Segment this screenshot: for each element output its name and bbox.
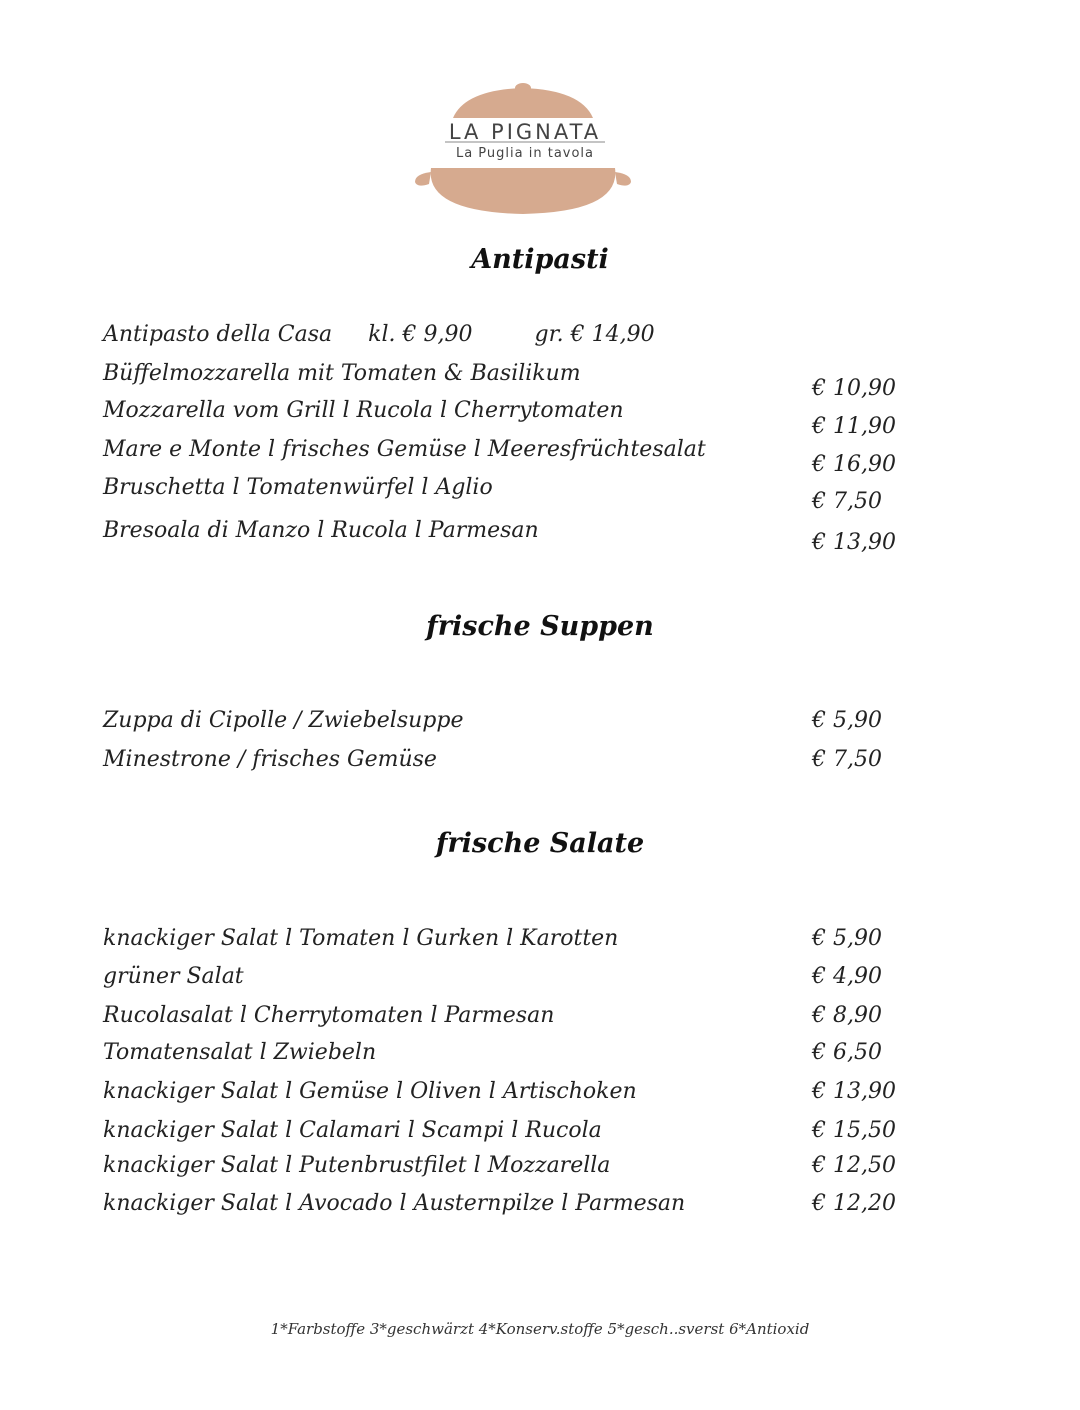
menu-item-price: € 12,20 — [812, 1191, 896, 1216]
logo-subtitle: La Puglia in tavola — [455, 146, 595, 161]
menu-item-label: Zuppa di Cipolle / Zwiebelsuppe — [103, 708, 464, 733]
menu-item-label: Antipasto della Casa — [103, 322, 333, 347]
menu-item — [103, 322, 655, 347]
menu-item-price: € 11,90 — [812, 414, 896, 439]
menu-item-price: € 10,90 — [812, 376, 896, 401]
menu-item-label: Minestrone / frisches Gemüse — [103, 747, 437, 772]
menu-item-price: € 13,90 — [812, 1079, 896, 1104]
menu-item-price: € 8,90 — [812, 1003, 882, 1028]
additives-footnote: 1*Farbstoffe 3*geschwärzt 4*Konserv.stoffe 5*gesch..sverst 6*Antioxid — [270, 1320, 810, 1338]
menu-item-label: knackiger Salat l Gemüse l Oliven l Artischoken — [103, 1079, 637, 1104]
menu-item-label: knackiger Salat l Tomaten l Gurken l Karotten — [103, 926, 619, 951]
section-heading-antipasti: Antipasti — [471, 244, 609, 275]
menu-item-price: € 13,90 — [812, 530, 896, 555]
menu-item-label: Büffelmozzarella mit Tomaten & Basilikum — [103, 361, 581, 386]
menu-item-price: € 16,90 — [812, 452, 896, 477]
menu-item-label: knackiger Salat l Putenbrustfilet l Mozzarella — [103, 1153, 611, 1178]
section-heading-suppen: frische Suppen — [426, 611, 654, 642]
menu-item-label: Bresoala di Manzo l Rucola l Parmesan — [103, 518, 539, 543]
menu-item-label: knackiger Salat l Calamari l Scampi l Rucola — [103, 1118, 602, 1143]
section-heading-salate: frische Salate — [435, 828, 645, 859]
restaurant-logo — [405, 80, 655, 220]
menu-item-label: Tomatensalat l Zwiebeln — [103, 1040, 377, 1065]
price-large: gr. € 14,90 — [534, 322, 655, 347]
menu-item-price: € 15,50 — [812, 1118, 896, 1143]
menu-item-label: knackiger Salat l Avocado l Austernpilze l Parmesan — [103, 1191, 686, 1216]
menu-item-price: € 7,50 — [812, 747, 882, 772]
menu-item-price: € 7,50 — [812, 489, 882, 514]
menu-item-price: € 4,90 — [812, 964, 882, 989]
menu-item-price: € 12,50 — [812, 1153, 896, 1178]
menu-item-label: Bruschetta l Tomatenwürfel l Aglio — [103, 475, 493, 500]
menu-item-price: € 5,90 — [812, 926, 882, 951]
menu-item-label: grüner Salat — [103, 964, 244, 989]
menu-item-label: Mozzarella vom Grill l Rucola l Cherrytomaten — [103, 398, 624, 423]
menu-item-label: Rucolasalat l Cherrytomaten l Parmesan — [103, 1003, 555, 1028]
menu-item-label: Mare e Monte l frisches Gemüse l Meeresfrüchtesalat — [103, 437, 706, 462]
price-small: kl. € 9,90 — [368, 322, 473, 347]
menu-item-price: € 5,90 — [812, 708, 882, 733]
menu-item-price: € 6,50 — [812, 1040, 882, 1065]
logo-title: LA PIGNATA — [448, 120, 602, 144]
